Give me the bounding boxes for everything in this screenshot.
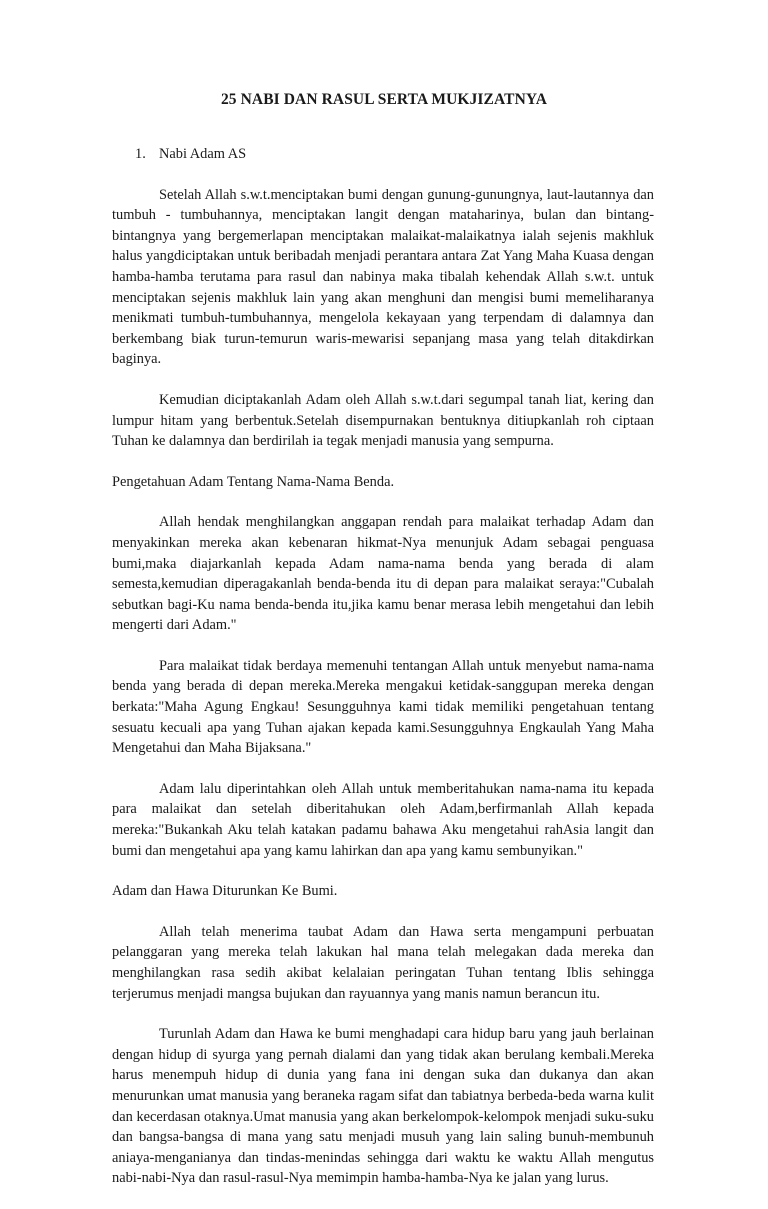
paragraph-repentance: Allah telah menerima taubat Adam dan Hawa serta mengampuni perbuatan pelanggaran yang mereka telah lakukan hal mana telah melegakan dada mereka dan menghilangkan rasa sedih akibat kelalaian peringatan Tuhan tentang Iblis sehingga terjerumus menjadi mangsa bujukan dan rayuannya yang manis namun berancun itu. [112, 923, 654, 1002]
list-item-text: Nabi Adam AS [159, 146, 247, 162]
paragraph-adam-tells-names: Adam lalu diperintahkan oleh Allah untuk memberitahukan nama-nama itu kepada para malaikat dan setelah diberitahukan oleh Adam,berfirmanlah Allah kepada mereka:"Bukankah Aku telah katakan padamu bahawa Aku mengetahui rahAsia langit dan bumi dan mengetahui apa yang kamu lahirkan dan apa yang kamu sembunyikan." [112, 780, 654, 859]
paragraph-life-on-earth: Turunlah Adam dan Hawa ke bumi menghadapi cara hidup baru yang jauh berlainan dengan hidup di syurga yang pernah dialami dan yang tidak akan berulang kembali.Mereka harus menempuh hidup di dunia yang fana ini dengan suka dan dukanya dan akan menurunkan umat manusia yang beraneka ragam sifat dan tabiatnya berbeda-beda warna kulit dan kecerdasan otaknya.Umat manusia yang akan berkelompok-kelompok menjadi suku-suku dan bangsa-bangsa di mana yang satu menjadi musuh yang lain saling bunuh-membunuh aniaya-menganianya dan tindas-menindas sehingga dari waktu ke waktu Allah mengutus nabi-nabi-Nya dan rasul-rasul-Nya memimpin hamba-hamba-Nya ke jalan yang lurus. [112, 1026, 654, 1187]
document-body [112, 144, 654, 1209]
paragraph-creation-of-earth: Setelah Allah s.w.t.menciptakan bumi dengan gunung-gunungnya, laut-lautannya dan tumbuh - tumbuhannya, menciptakan langit dengan mataharinya, bulan dan bintang-bintangnya yang bergemerlapan menciptakan malaikat-malaikatnya ialah sejenis makhluk halus yangdiciptakan untuk beribadah menjadi perantara antara Zat Yang Maha Kuasa dengan hamba-hamba terutama para rasul dan nabinya maka tibalah kehendak Allah s.w.t. untuk menciptakan sejenis makhluk lain yang akan menghuni dan mengisi bumi memeliharanya menikmati tumbuh-tumbuhannya, mengelola kekayaan yang terpendam di dalamnya dan berkembang biak turun-temurun waris-mewarisi sepanjang masa yang telah ditakdirkan baginya. [112, 186, 654, 368]
paragraph-creation-of-adam: Kemudian diciptakanlah Adam oleh Allah s.w.t.dari segumpal tanah liat, kering dan lumpur hitam yang berbentuk.Setelah disempurnakan bentuknya ditiupkanlah roh ciptaan Tuhan ke dalamnya dan berdirilah ia tegak menjadi manusia yang sempurna. [112, 391, 654, 450]
subheading-knowledge-of-names: Pengetahuan Adam Tentang Nama-Nama Benda. [112, 473, 395, 490]
paragraph-allah-teaches-names: Allah hendak menghilangkan anggapan rendah para malaikat terhadap Adam dan menyakinkan mereka akan kebenaran hikmat-Nya menunjuk Adam sebagai penguasa bumi,maka diajarkanlah kepada Adam nama-nama benda yang berada di alam semesta,kemudian diperagakanlah benda-benda itu di depan para malaikat seraya:"Cubalah sebutkan bagi-Ku nama benda-benda itu,jika kamu benar merasa lebih mengetahui dan lebih mengerti dari Adam." [112, 514, 654, 634]
document-title: 25 NABI DAN RASUL SERTA MUKJIZATNYA [220, 91, 548, 108]
list-item-nabi-adam [112, 144, 654, 165]
subheading-adam-hawa-descend: Adam dan Hawa Diturunkan Ke Bumi. [112, 883, 338, 900]
list-number: 1. [135, 146, 146, 162]
paragraph-angels-admit: Para malaikat tidak berdaya memenuhi tentangan Allah untuk menyebut nama-nama benda yang berada di depan mereka.Mereka mengakui ketidak-sanggupan mereka dengan berkata:"Maha Agung Engkau! Sesungguhnya kami tidak memiliki pengetahuan tentang sesuatu kecuali apa yang Tuhan ajakan kepada kami.Sesungguhnya Engkaulah Yang Maha Mengetahui dan Maha Bijaksana." [112, 657, 654, 757]
